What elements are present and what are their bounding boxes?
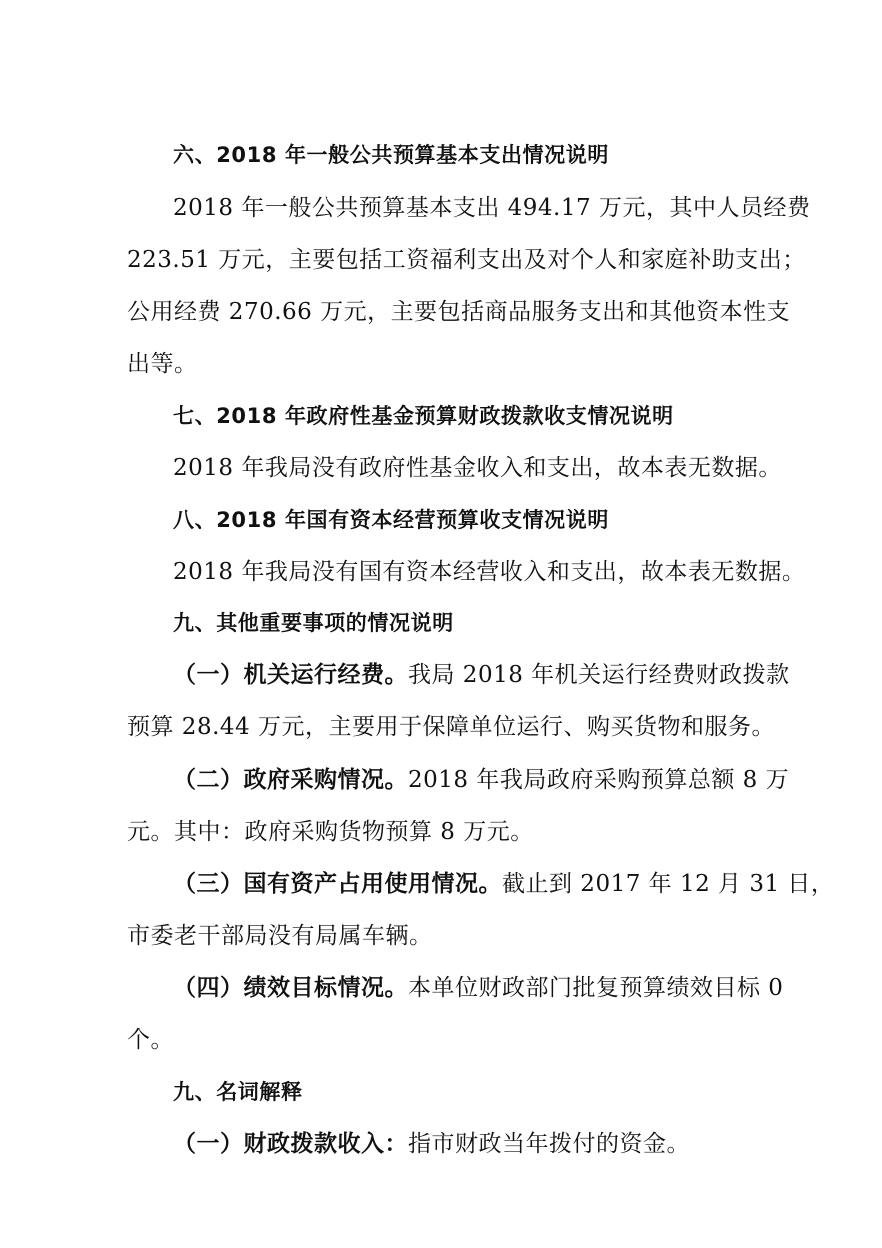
section-heading-7: 七、2018 年政府性基金预算财政拨款收支情况说明 xyxy=(173,404,674,428)
paragraph-line: 出等。 xyxy=(127,351,198,377)
item-title: （一）机关运行经费。 xyxy=(173,662,408,688)
item-text: 我局 2018 年机关运行经费财政拨款 xyxy=(408,662,790,688)
item-text: 指市财政当年拨付的资金。 xyxy=(408,1131,690,1157)
paragraph-line: 2018 年一般公共预算基本支出 494.17 万元，其中人员经费 xyxy=(173,195,811,221)
item-line xyxy=(173,973,784,1003)
paragraph-line: 预算 28.44 万元，主要用于保障单位运行、购买货物和服务。 xyxy=(127,714,775,740)
paragraph-line: 元。其中：政府采购货物预算 8 万元。 xyxy=(127,819,534,845)
paragraph-line: 市委老干部局没有局属车辆。 xyxy=(127,923,433,949)
paragraph-line: 223.51 万元，主要包括工资福利支出及对个人和家庭补助支出； xyxy=(127,247,806,273)
item-title: （三）国有资产占用使用情况。 xyxy=(173,871,502,897)
item-title: （四）绩效目标情况。 xyxy=(173,975,408,1001)
item-line xyxy=(173,660,790,690)
paragraph-line: 2018 年我局没有国有资本经营收入和支出，故本表无数据。 xyxy=(173,559,806,585)
paragraph-line: 公用经费 270.66 万元，主要包括商品服务支出和其他资本性支 xyxy=(127,299,791,325)
item-line xyxy=(173,765,790,795)
item-line xyxy=(173,869,835,899)
item-title: （二）政府采购情况。 xyxy=(173,767,408,793)
paragraph-line: 2018 年我局没有政府性基金收入和支出，故本表无数据。 xyxy=(173,455,782,481)
item-line xyxy=(173,1129,776,1159)
paragraph-line: 个。 xyxy=(127,1027,174,1053)
section-heading-8: 八、2018 年国有资本经营预算收支情况说明 xyxy=(173,508,609,532)
section-heading-6: 六、2018 年一般公共预算基本支出情况说明 xyxy=(173,143,609,167)
item-text: 本单位财政部门批复预算绩效目标 0 xyxy=(408,975,784,1001)
item-title: （一）财政拨款收入： xyxy=(173,1131,408,1157)
section-heading-9: 九、其他重要事项的情况说明 xyxy=(173,611,454,635)
section-heading-10: 九、名词解释 xyxy=(173,1080,303,1104)
item-text: 2018 年我局政府采购预算总额 8 万 xyxy=(408,767,790,793)
item-text: 截止到 2017 年 12 月 31 日， xyxy=(502,871,835,897)
